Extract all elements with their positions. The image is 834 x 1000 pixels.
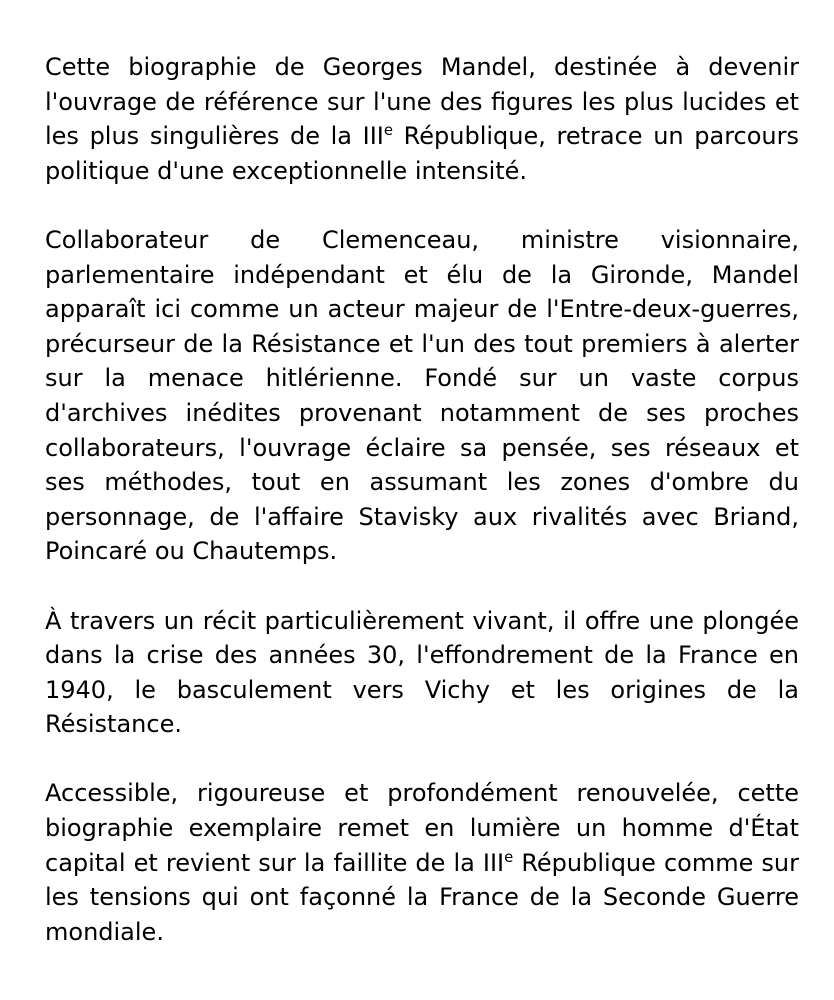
book-description — [45, 50, 799, 949]
paragraph-intro — [45, 50, 799, 188]
text-run: République, retrace un parcours politique d'une exceptionnelle intensité. — [45, 122, 799, 185]
ordinal-superscript: e — [383, 120, 394, 139]
text-run: Cette biographie de Georges Mandel, destinée à devenir l'ouvrage de référence sur l'une des figures les plus lucides et les plus singulières de la III — [45, 53, 799, 151]
paragraph-narrative — [45, 604, 799, 742]
text-run: À travers un récit particulièrement vivant, il offre une plongée dans la crise des années 30, l'effondrement de la France en 1940, le basculement vers Vichy et les origines de la Résistance. — [45, 606, 799, 739]
text-run: République comme sur les tensions qui ont façonné la France de la Seconde Guerre mondiale. — [45, 848, 799, 946]
text-run: Collaborateur de Clemenceau, ministre visionnaire, parlementaire indépendant et élu de la Gironde, Mandel apparaît ici comme un acteur majeur de l'Entre-deux-guerres, précurseur de la Résistance et l'un des tout premiers à alerter sur la menace hitlérienne. Fondé sur un vaste corpus d'archives inédites provenant notamment de ses proches collaborateurs, l'ouvrage éclaire sa pensée, ses réseaux et ses méthodes, tout en assumant les zones d'ombre du personnage, de l'affaire Stavisky aux rivalités avec Briand, Poincaré ou Chautemps. — [45, 225, 799, 566]
text-run: Accessible, rigoureuse et profondément renouvelée, cette biographie exemplaire remet en lumière un homme d'État capital et revient sur la faillite de la III — [45, 779, 799, 877]
paragraph-conclusion — [45, 776, 799, 949]
paragraph-career — [45, 223, 799, 569]
ordinal-superscript: e — [504, 847, 514, 866]
